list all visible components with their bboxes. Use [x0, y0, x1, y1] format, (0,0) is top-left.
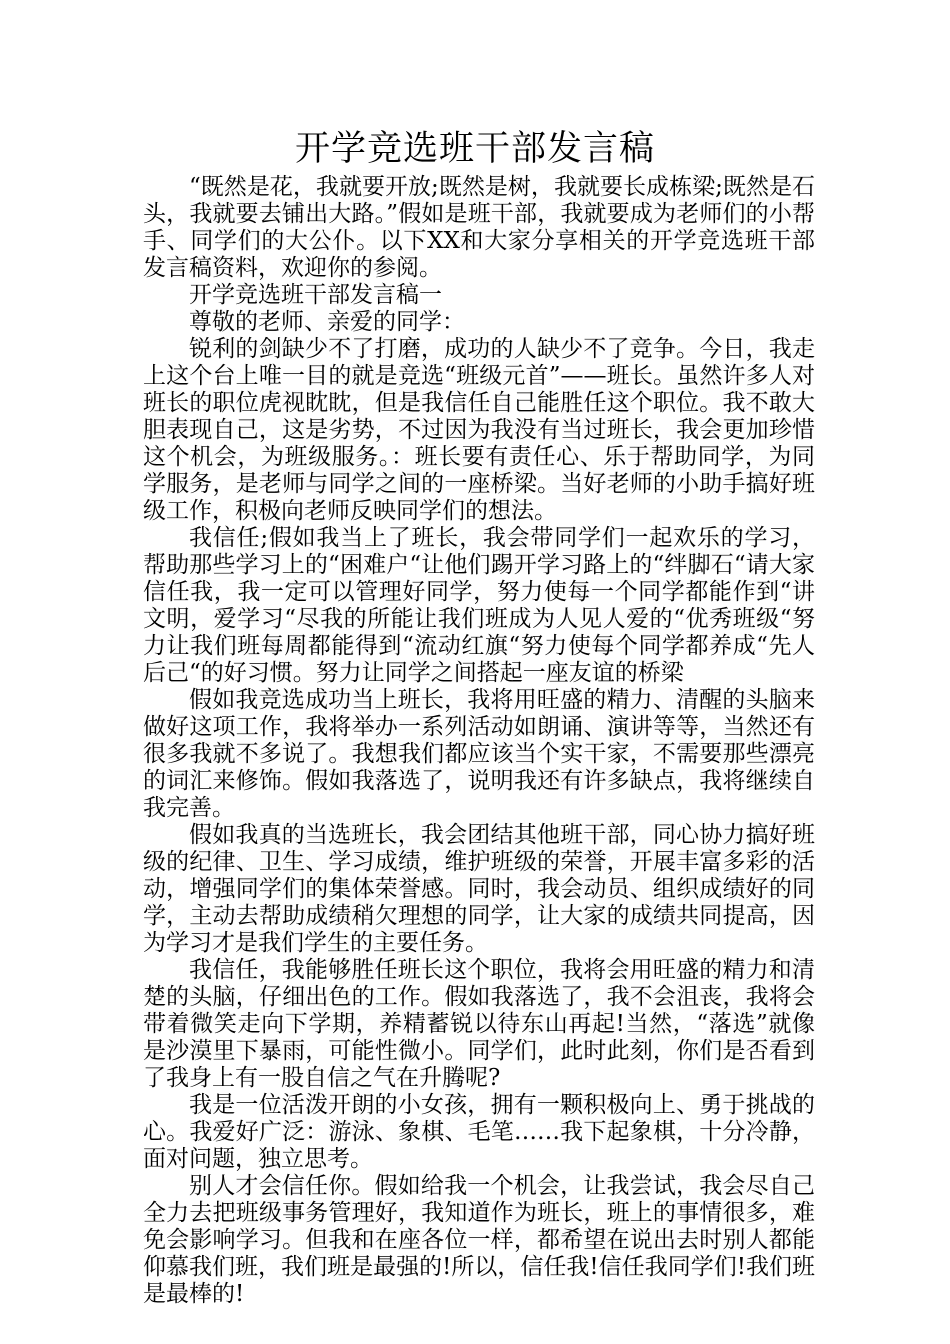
paragraph-body-1: 锐利的剑缺少不了打磨，成功的人缺少不了竞争。今日，我走上这个台上唯一目的就是竞选“班级元首”——班长。虽然许多人对班长的职位虎视眈眈，但是我信任自己能胜任这个职位。我不敢大胆表现自己，这是劣势，不过因为我没有当过班长，我会更加珍惜这个机会，为班级服务。：班长要有责任心、乐于帮助同学，为同学服务，是老师与同学之间的一座桥梁。当好老师的小助手搞好班级工作，积极向老师反映同学们的想法。	[143, 336, 815, 524]
document-body	[143, 174, 815, 1308]
paragraph-body-3: 假如我竞选成功当上班长，我将用旺盛的精力、清醒的头脑来做好这项工作，我将举办一系列活动如朗诵、演讲等等，当然还有很多我就不多说了。我想我们都应该当个实干家，不需要那些漂亮的词汇来修饰。假如我落选了，说明我还有许多缺点，我将继续自我完善。	[143, 687, 815, 821]
paragraph-greeting: 尊敬的老师、亲爱的同学：	[189, 309, 465, 335]
paragraph-body-6: 我是一位活泼开朗的小女孩，拥有一颗积极向上、勇于挑战的心。我爱好广泛：游泳、象棋、毛笔……我下起象棋，十分冷静，面对问题，独立思考。	[143, 1092, 815, 1172]
paragraph-body-2: 我信任;假如我当上了班长，我会带同学们一起欢乐的学习，帮助那些学习上的“困难户“让他们踢开学习路上的“绊脚石“请大家信任我，我一定可以管理好同学，努力使每一个同学都能作到“讲文明，爱学习“尽我的所能让我们班成为人见人爱的“优秀班级“努力让我们班每周都能得到“流动红旗“努力使每个同学都养成“先人后己“的好习惯。努力让同学之间搭起一座友谊的桥梁	[143, 525, 815, 686]
paragraph-intro: “既然是花，我就要开放;既然是树，我就要长成栋梁;既然是石头，我就要去铺出大路。”假如是班干部，我就要成为老师们的小帮手、同学们的大公仆。以下XX和大家分享相关的开学竞选班干部发言稿资料，欢迎你的参阅。	[143, 174, 815, 281]
paragraph-body-4: 假如我真的当选班长，我会团结其他班干部，同心协力搞好班级的纪律、卫生、学习成绩，维护班级的荣誉，开展丰富多彩的活动，增强同学们的集体荣誉感。同时，我会动员、组织成绩好的同学，主动去帮助成绩稍欠理想的同学，让大家的成绩共同提高，因为学习才是我们学生的主要任务。	[143, 822, 815, 956]
paragraph-body-7: 别人才会信任你。假如给我一个机会，让我尝试，我会尽自己全力去把班级事务管理好，我知道作为班长，班上的事情很多，难免会影响学习。但我和在座各位一样，都希望在说出去时别人都能仰慕我们班，我们班是最强的!所以，信任我!信任我同学们!我们班是最棒的!	[143, 1173, 815, 1307]
paragraph-body-5: 我信任，我能够胜任班长这个职位，我将会用旺盛的精力和清楚的头脑，仔细出色的工作。假如我落选了，我不会沮丧，我将会带着微笑走向下学期，养精蓄锐以待东山再起!当然，“落选”就像是沙漠里下暴雨，可能性微小。同学们，此时此刻，你们是否看到了我身上有一股自信之气在升腾呢?	[143, 957, 815, 1091]
paragraph-section-heading: 开学竞选班干部发言稿一	[189, 282, 442, 308]
document-title: 开学竞选班干部发言稿	[294, 129, 655, 169]
